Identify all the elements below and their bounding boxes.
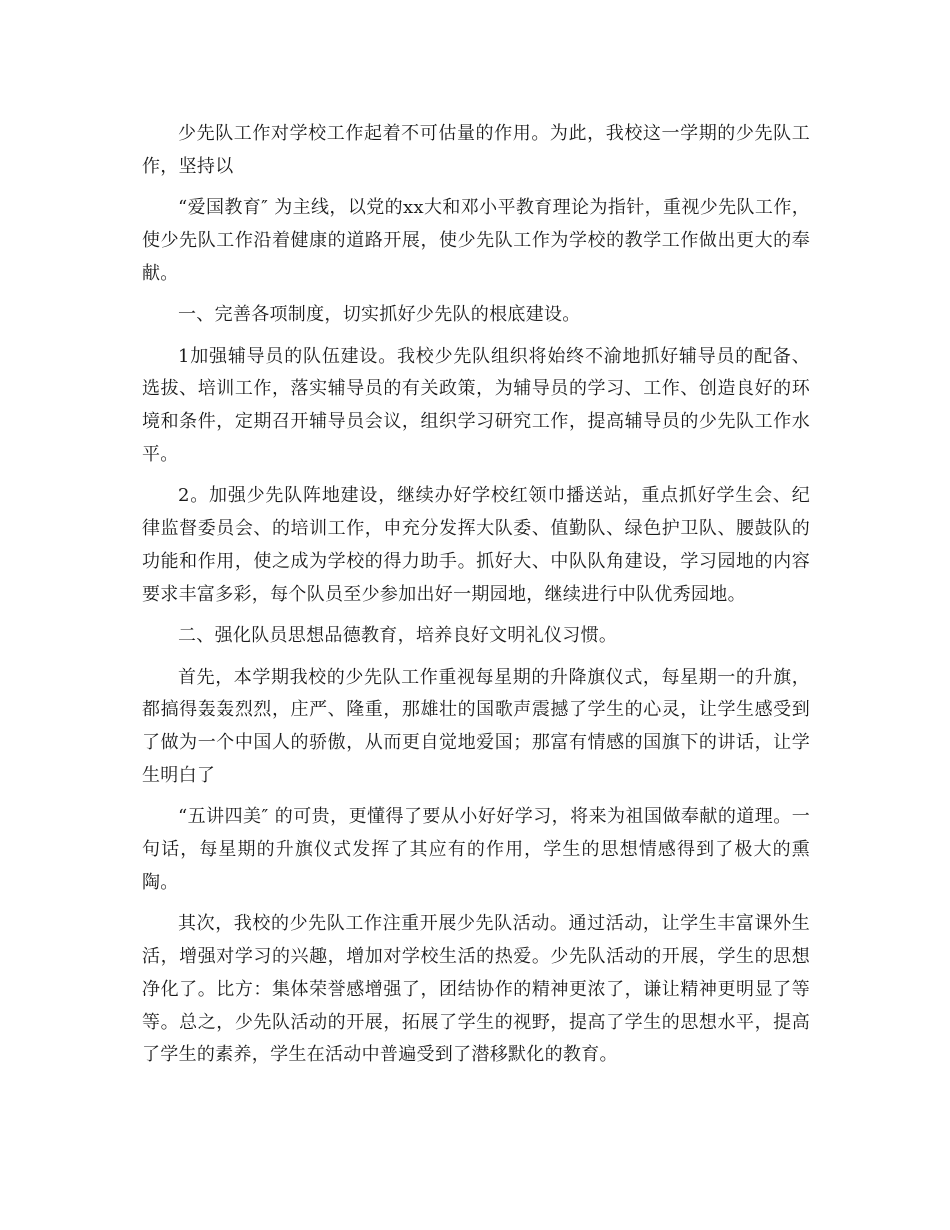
section-heading-2: 二、强化队员思想品德教育，培养良好文明礼仪习惯。 — [178, 625, 618, 647]
section-heading-1: 一、完善各项制度，切实抓好少先队的根底建设。 — [178, 304, 581, 326]
document-page — [142, 118, 810, 1081]
paragraph-position-building: 2。加强少先队阵地建设，继续办好学校红领巾播送站，重点抓好学生会、纪律监督委员会、的培训工作，申充分发挥大队委、值勤队、绿色护卫队、腰鼓队的功能和作用，使之成为学校的得力助手。抓好大、中队队角建设，学习园地的内容要求丰富多彩，每个队员至少参加出好一期园地，继续进行中队优秀园地。 — [142, 485, 810, 605]
paragraph-activities: 其次，我校的少先队工作注重开展少先队活动。通过活动，让学生丰富课外生活，增强对学习的兴趣，增加对学校生活的热爱。少先队活动的开展，学生的思想净化了。比方：集体荣誉感增强了，团结协作的精神更浓了，谦让精神更明显了等等。总之，少先队活动的开展，拓展了学生的视野，提高了学生的思想水平，提高了学生的素养，学生在活动中普遍受到了潜移默化的教育。 — [142, 913, 810, 1066]
paragraph-five-stresses: “五讲四美″ 的可贵，更懂得了要从小好好学习，将来为祖国做奉献的道理。一句话，每星期的升旗仪式发挥了其应有的作用，学生的思想情感得到了极大的熏陶。 — [142, 806, 810, 893]
paragraph-counselor-team: 1加强辅导员的队伍建设。我校少先队组织将始终不渝地抓好辅导员的配备、选拔、培训工作，落实辅导员的有关政策，为辅导员的学习、工作、创造良好的环境和条件，定期召开辅导员会议，组织学习研究工作，提高辅导员的少先队工作水平。 — [142, 345, 810, 465]
paragraph-intro: 少先队工作对学校工作起着不可估量的作用。为此，我校这一学期的少先队工作，坚持以 — [142, 123, 810, 177]
paragraph-main-line: “爱国教育″ 为主线，以党的xx大和邓小平教育理论为指针，重视少先队工作，使少先队工作沿着健康的道路开展，使少先队工作为学校的教学工作做出更大的奉献。 — [142, 197, 810, 284]
paragraph-flag-ceremony: 首先，本学期我校的少先队工作重视每星期的升降旗仪式，每星期一的升旗，都搞得轰轰烈烈，庄严、隆重，那雄壮的国歌声震撼了学生的心灵，让学生感受到了做为一个中国人的骄傲，从而更自觉地爱国；那富有情感的国旗下的讲话，让学生明白了 — [142, 666, 810, 786]
